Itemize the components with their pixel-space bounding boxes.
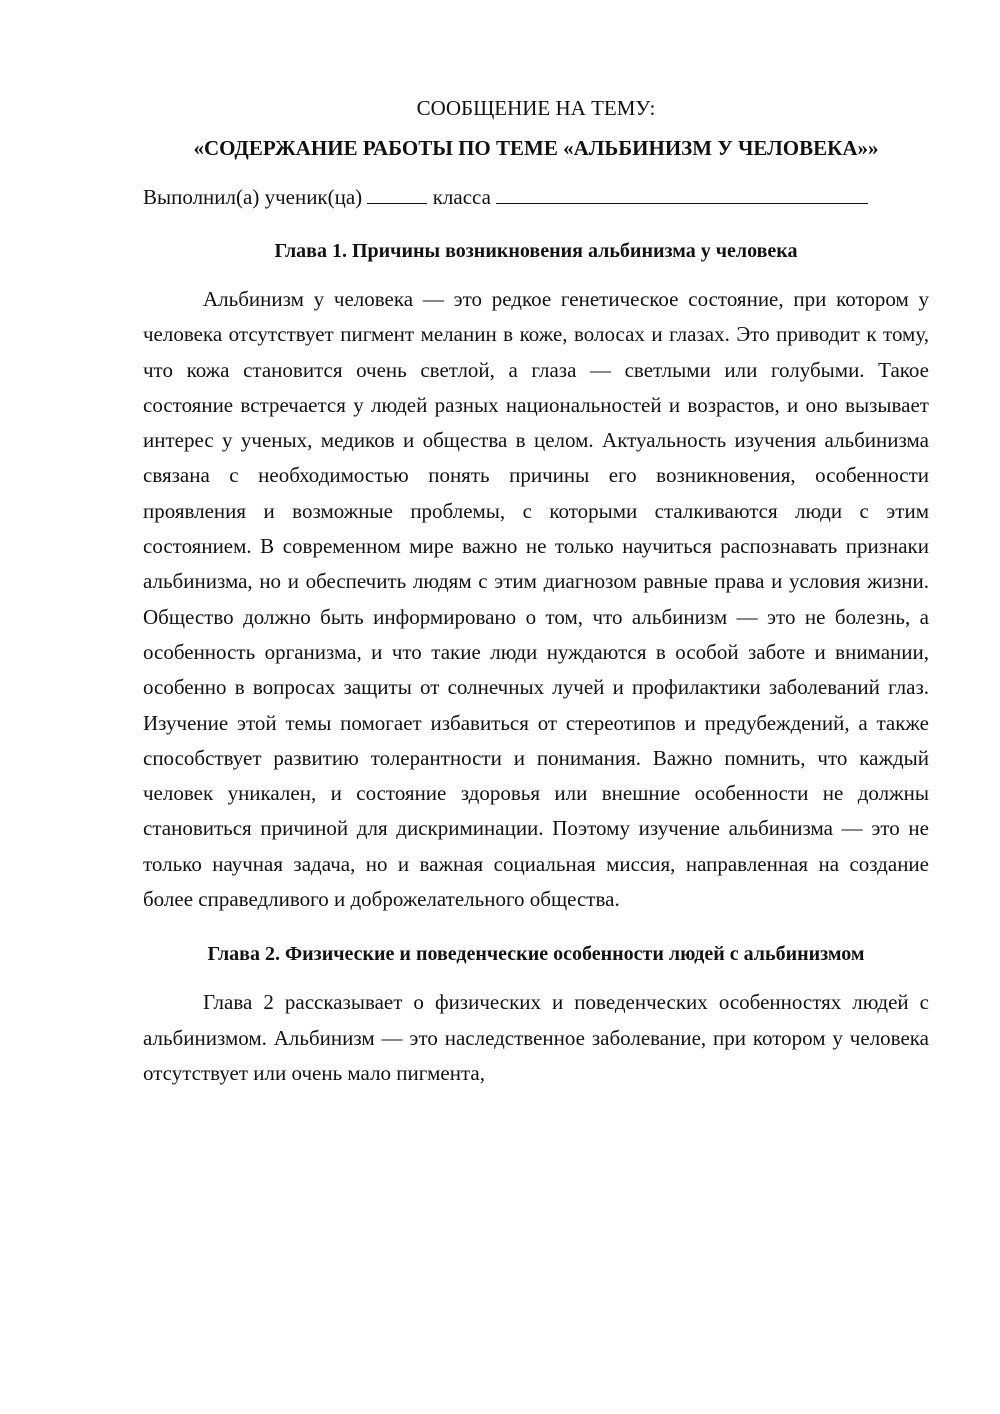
class-number-blank: [367, 183, 427, 204]
performer-prefix: Выполнил(а) ученик(ца): [143, 185, 363, 209]
performer-class-word: класса: [432, 185, 491, 209]
performer-line: [143, 182, 929, 212]
chapter-2-paragraph: Глава 2 рассказывает о физических и поведенческих особенностях людей с альбинизмом. Альбинизм — это наследственное заболевание, при котором у человека отсутствует или очень мало пигмента,: [143, 990, 929, 1085]
chapter-2-heading: Глава 2. Физические и поведенческие особенности людей с альбинизмом: [207, 943, 865, 966]
chapter-1-paragraph: Альбинизм у человека — это редкое генетическое состояние, при котором у человека отсутствует пигмент меланин в коже, волосах и глазах. Это приводит к тому, что кожа становится очень светлой, а глаза — светлыми или голубыми. Такое состояние встречается у людей разных национальностей и возрастов, и оно вызывает интерес у ученых, медиков и общества в целом. Актуальность изучения альбинизма связана с необходимостью понять причины его возникновения, особенности проявления и возможные проблемы, с которыми сталкиваются люди с этим состоянием. В современном мире важно не только научиться распознавать признаки альбинизма, но и обеспечить людям с этим диагнозом равные права и условия жизни. Общество должно быть информировано о том, что альбинизм — это не болезнь, а особенность организма, и что такие люди нуждаются в особой заботе и внимании, особенно в вопросах защиты от солнечных лучей и профилактики заболеваний глаз. Изучение этой темы помогает избавиться от стереотипов и предубеждений, а также способствует развитию толерантности и понимания. Важно помнить, что каждый человек уникален, и состояние здоровья или внешние особенности не должны становиться причиной для дискриминации. Поэтому изучение альбинизма — это не только научная задача, но и важная социальная миссия, направленная на создание более справедливого и доброжелательного общества.: [143, 287, 929, 912]
chapter-1-heading: Глава 1. Причины возникновения альбинизма у человека: [274, 240, 798, 262]
performer-name-blank: [496, 183, 868, 204]
document-content: [143, 93, 929, 1091]
document-title-label: СООБЩЕНИЕ НА ТЕМУ:: [416, 96, 656, 120]
document-title: «СОДЕРЖАНИЕ РАБОТЫ ПО ТЕМЕ «АЛЬБИНИЗМ У ЧЕЛОВЕКА»»: [193, 136, 879, 160]
